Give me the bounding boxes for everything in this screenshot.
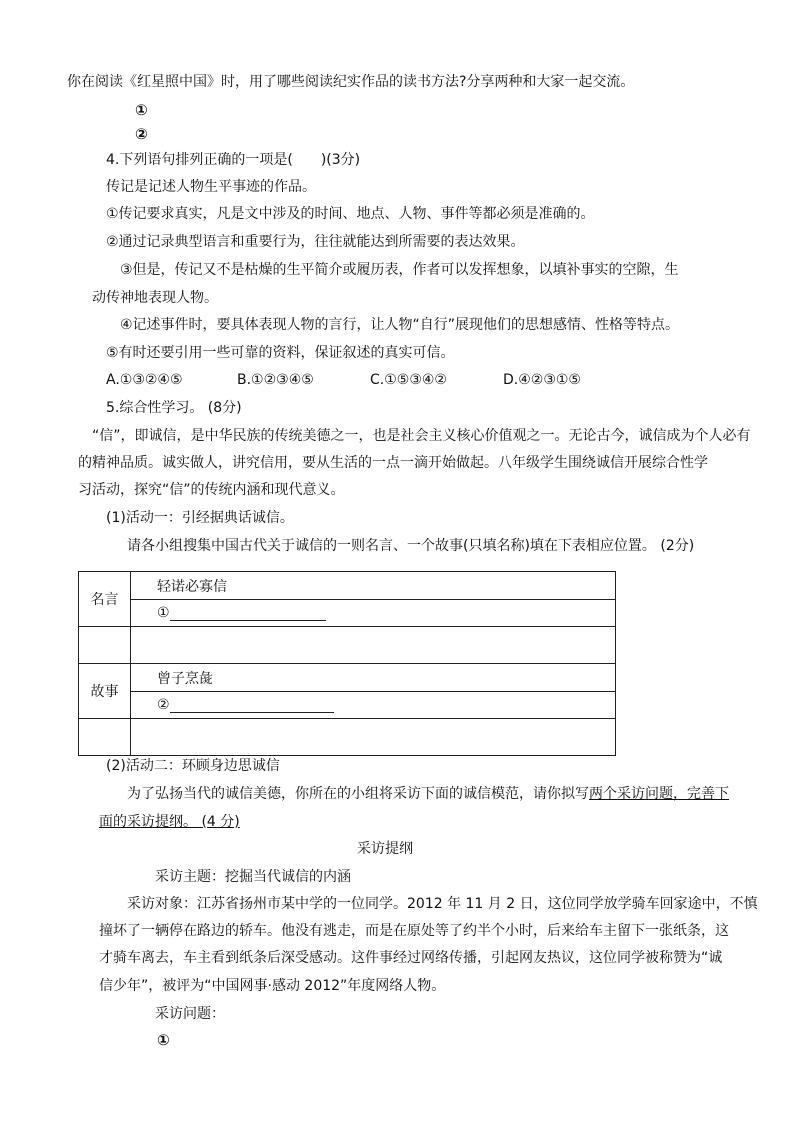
- answer-marker-1: ①: [135, 101, 148, 119]
- q4-sentence-3b: 动传神地表现人物。: [92, 290, 218, 306]
- outline-object-line-4: 信少年”，被评为“中国网事·感动 2012”年度网络人物。: [99, 978, 446, 994]
- q4-sentence-3a: ③但是，传记又不是枯燥的生平简介或履历表，作者可以发挥想象，以填补事实的空隙，生: [120, 262, 679, 278]
- answer-marker-2: ②: [135, 125, 148, 143]
- story-label: 故事: [79, 664, 131, 719]
- q4-option-d[interactable]: D.④②③①⑤: [503, 372, 581, 388]
- q4-sentence-1: ①传记要求真实，凡是文中涉及的时间、地点、人物、事件等都必须是准确的。: [106, 206, 595, 222]
- q4-sentence-2: ②通过记录典型语言和重要行为，往往就能达到所需要的表达效果。: [106, 234, 525, 250]
- q4-title: 4.下列语句排列正确的一项是( )(3分): [106, 152, 361, 168]
- activity-2-prompt-line-1: [127, 784, 729, 804]
- quote-blank-marker: ①: [157, 605, 170, 621]
- interview-questions-label: 采访问题：: [155, 1006, 225, 1022]
- outline-object-line-3: 才骑车离去，车主看到纸条后深受感动。这件事经过网络传播，引起网友热议，这位同学被称赞为“诚: [99, 950, 723, 966]
- q5-paragraph-line-2: 的精神品质。诚实做人，讲究信用，要从生活的一点一滴开始做起。八年级学生围绕诚信开展综合性学: [78, 455, 708, 471]
- interview-question-marker-1: ①: [157, 1031, 170, 1049]
- q4-option-b[interactable]: B.①②③④⑤: [237, 372, 314, 388]
- empty-answer-cell-1[interactable]: [131, 627, 616, 664]
- story-blank-marker: ②: [157, 697, 170, 713]
- story-blank-cell[interactable]: [131, 692, 616, 719]
- outline-title: 采访提纲: [357, 841, 413, 857]
- q5-paragraph-line-3: 习活动，探究“信”的传统内涵和现代意义。: [78, 482, 345, 498]
- q4-option-c[interactable]: C.①⑤③④②: [370, 372, 447, 388]
- empty-label-cell-1: [79, 627, 131, 664]
- activity-1-table: [78, 571, 616, 756]
- quote-label: 名言: [79, 572, 131, 627]
- empty-label-cell-2: [79, 719, 131, 756]
- activity-2-prompt-plain: 为了弘扬当代的诚信美德，你所在的小组将采访下面的诚信模范，请你拟写: [127, 786, 589, 802]
- outline-theme: 采访主题：挖掘当代诚信的内涵: [155, 869, 351, 885]
- quote-answer-line[interactable]: [170, 606, 326, 621]
- q5-paragraph-line-1: “信”，即诚信，是中华民族的传统美德之一，也是社会主义核心价值观之一。无论古今，诚信成为个人必有: [92, 428, 751, 444]
- q4-sentence-5: ⑤有时还要引用一些可靠的资料，保证叙述的真实可信。: [106, 345, 455, 361]
- activity-1-title: (1)活动一：引经据典话诚信。: [106, 510, 294, 526]
- activity-1-instruction: 请各小组搜集中国古代关于诚信的一则名言、一个故事(只填名称)填在下表相应位置。 (2分): [127, 538, 695, 554]
- empty-answer-cell-2[interactable]: [131, 719, 616, 756]
- q5-title: 5.综合性学习。 (8分): [106, 400, 242, 416]
- q4-stem: 传记是记述人物生平事迹的作品。: [106, 179, 316, 195]
- activity-2-prompt-underlined: 两个采访问题，完善下: [589, 786, 729, 802]
- intro-question: 你在阅读《红星照中国》时，用了哪些阅读纪实作品的读书方法?分享两种和大家一起交流。: [67, 74, 635, 90]
- activity-2-title: (2)活动二：环顾身边思诚信: [106, 758, 280, 774]
- quote-blank-cell[interactable]: [131, 600, 616, 627]
- q4-sentence-4: ④记述事件时，要具体表现人物的言行，让人物“自行”展现他们的思想感情、性格等特点。: [120, 317, 680, 333]
- quote-given: 轻诺必寡信: [131, 572, 616, 600]
- outline-object-line-1: 采访对象：江苏省扬州市某中学的一位同学。2012 年 11 月 2 日，这位同学放学骑车回家途中，不慎: [127, 896, 758, 912]
- story-answer-line[interactable]: [170, 698, 334, 713]
- story-given: 曾子烹彘: [131, 664, 616, 692]
- activity-2-prompt-line-2: 面的采访提纲。 (4 分): [99, 814, 240, 830]
- q4-option-a[interactable]: A.①③②④⑤: [106, 372, 183, 388]
- outline-object-line-2: 撞坏了一辆停在路边的轿车。他没有逃走，而是在原处等了约半个小时，后来给车主留下一张纸条，这: [99, 923, 729, 939]
